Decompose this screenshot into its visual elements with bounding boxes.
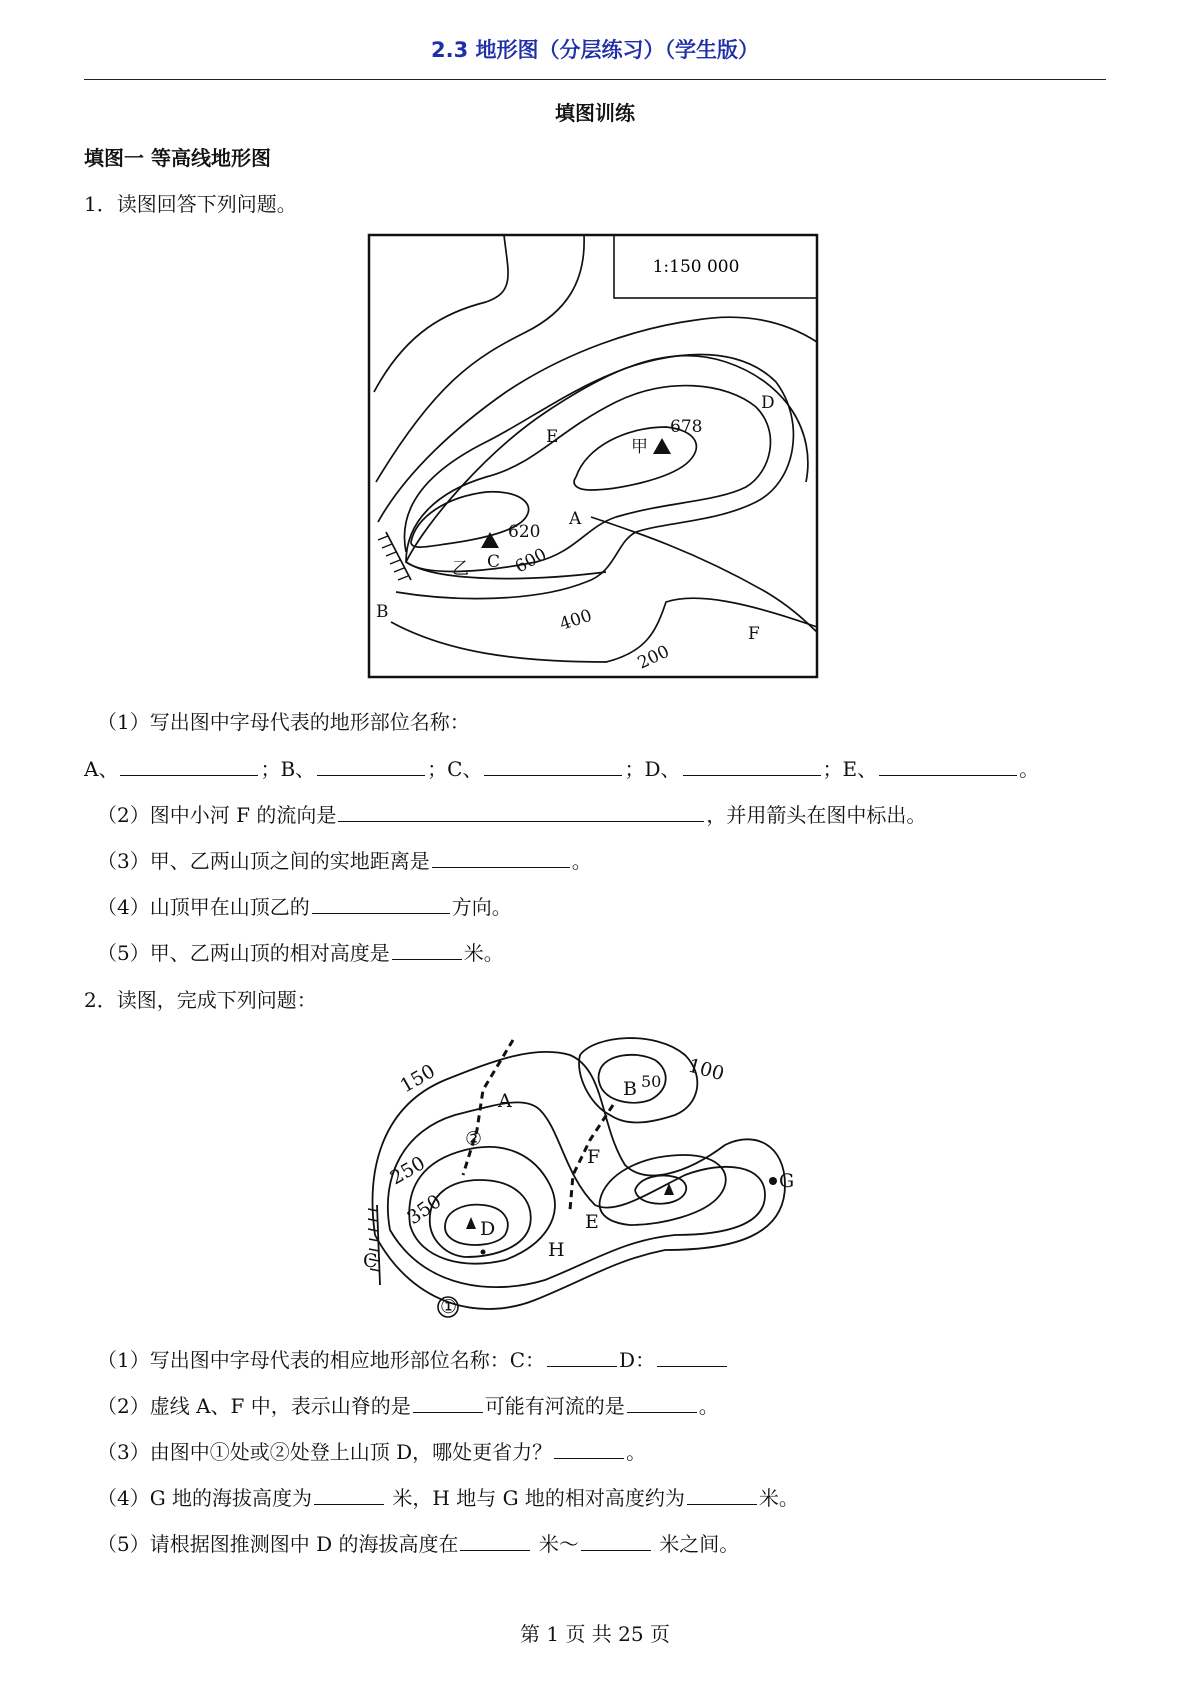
question-2-prompt: 2．读图，完成下列问题： xyxy=(84,988,317,1012)
point-g-marker xyxy=(769,1177,777,1185)
answer-blank-hg-height[interactable] xyxy=(687,1486,757,1505)
answer-blank-d-max[interactable] xyxy=(581,1532,651,1551)
q1-sub4 xyxy=(97,891,512,920)
answer-blank-easier-route[interactable] xyxy=(554,1440,624,1459)
answer-blank-relative-height[interactable] xyxy=(392,941,462,960)
elev-50: 50 xyxy=(641,1072,662,1091)
q2-sub4-suffix: 米。 xyxy=(758,1486,799,1510)
q1-sub1: （1）写出图中字母代表的地形部位名称： xyxy=(97,710,470,734)
q2-sub2-text: （2）虚线 A、F 中，表示山脊的是 xyxy=(97,1394,411,1418)
elev-200: 200 xyxy=(634,641,673,674)
label-e: E xyxy=(546,427,559,447)
q1-sub1-end: 。 xyxy=(1019,757,1040,781)
elev-350: 350 xyxy=(403,1190,446,1230)
answer-blank-d[interactable] xyxy=(657,1348,727,1367)
elev-678: 678 xyxy=(670,417,703,437)
cliff-hatch xyxy=(378,536,408,580)
contour-line xyxy=(600,1155,726,1225)
answer-blank-d-min[interactable] xyxy=(460,1532,530,1551)
elev-150: 150 xyxy=(396,1060,439,1098)
label-b: B xyxy=(623,1078,637,1100)
answer-blank-distance[interactable] xyxy=(432,849,570,868)
peak-jia-icon xyxy=(653,438,671,454)
contour-line xyxy=(374,235,508,392)
q1-sub1-answers xyxy=(84,753,1039,782)
header-rule xyxy=(84,79,1106,80)
label-a: A xyxy=(498,1090,512,1112)
cliff-c xyxy=(377,1205,380,1285)
q1-sub4-text: （4）山顶甲在山顶乙的 xyxy=(97,895,310,919)
q2-sub4-text: （4）G 地的海拔高度为 xyxy=(97,1486,313,1510)
elev-100: 100 xyxy=(685,1054,727,1086)
q2-sub3-suffix: 。 xyxy=(626,1440,647,1464)
elev-620: 620 xyxy=(508,522,541,542)
q1-sub2 xyxy=(97,799,926,828)
contour-line xyxy=(635,1176,686,1204)
subsection-title: 填图一 等高线地形图 xyxy=(84,146,271,170)
contour-line xyxy=(378,317,817,522)
contour-map-2 xyxy=(365,1035,825,1325)
q1-sub1-a-label: A、 xyxy=(84,757,119,781)
question-1-prompt: 1．读图回答下列问题。 xyxy=(84,192,297,216)
q2-sub1 xyxy=(97,1344,729,1373)
answer-blank-g-elevation[interactable] xyxy=(314,1486,384,1505)
q2-sub4 xyxy=(97,1482,799,1511)
q1-sub1-d-label: ；D、 xyxy=(624,757,681,781)
label-c: C xyxy=(487,552,501,572)
answer-blank-direction[interactable] xyxy=(312,895,450,914)
answer-blank-river-flow[interactable] xyxy=(338,803,704,822)
q2-sub3 xyxy=(97,1436,646,1465)
label-f: F xyxy=(748,624,760,644)
label-p2: ② xyxy=(465,1128,483,1150)
q2-sub1-text: （1）写出图中字母代表的相应地形部位名称：C： xyxy=(97,1348,546,1372)
label-d: D xyxy=(480,1218,496,1240)
document-title: 2.3 地形图（分层练习）（学生版） xyxy=(430,38,759,62)
label-e: E xyxy=(585,1211,599,1233)
q2-sub5-mid: 米～ xyxy=(532,1532,579,1556)
answer-blank-c[interactable] xyxy=(484,757,622,776)
point-h-marker xyxy=(481,1250,486,1255)
q2-sub5-suffix: 米之间。 xyxy=(652,1532,740,1556)
q1-sub4-suffix: 方向。 xyxy=(451,895,512,919)
contour-map-1 xyxy=(366,232,820,680)
label-h: H xyxy=(548,1239,565,1261)
section-title: 填图训练 xyxy=(555,101,635,125)
q1-sub1-c-label: ；C、 xyxy=(427,757,483,781)
label-yi: 乙 xyxy=(452,559,469,579)
answer-blank-c[interactable] xyxy=(547,1348,617,1367)
elev-600: 600 xyxy=(511,544,551,578)
answer-blank-river[interactable] xyxy=(627,1394,697,1413)
answer-blank-e[interactable] xyxy=(879,757,1017,776)
peak-d-icon xyxy=(466,1217,476,1229)
answer-blank-d[interactable] xyxy=(683,757,821,776)
q1-sub5-suffix: 米。 xyxy=(463,941,504,965)
label-f: F xyxy=(587,1146,601,1168)
label-p1: ① xyxy=(440,1296,458,1318)
q1-sub2-suffix: ，并用箭头在图中标出。 xyxy=(706,803,927,827)
q2-sub2 xyxy=(97,1390,719,1419)
label-b: B xyxy=(376,602,389,622)
q2-sub2-suffix: 。 xyxy=(698,1394,719,1418)
q2-sub4-mid: 米，H 地与 G 地的相对高度约为 xyxy=(386,1486,685,1510)
contour-line xyxy=(406,356,808,579)
q1-sub1-b-label: ；B、 xyxy=(260,757,316,781)
q1-sub3 xyxy=(97,845,592,874)
answer-blank-a[interactable] xyxy=(120,757,258,776)
q2-sub5 xyxy=(97,1528,739,1557)
contour-line xyxy=(373,1052,785,1309)
q2-sub1-mid: D： xyxy=(619,1348,656,1372)
label-jia: 甲 xyxy=(631,437,648,457)
q2-sub2-mid: 可能有河流的是 xyxy=(484,1394,625,1418)
river-f xyxy=(591,517,817,632)
label-c: C xyxy=(363,1250,378,1272)
q1-sub5-text: （5）甲、乙两山顶的相对高度是 xyxy=(97,941,390,965)
elev-250: 250 xyxy=(386,1152,429,1190)
q1-sub3-text: （3）甲、乙两山顶之间的实地距离是 xyxy=(97,849,430,873)
q1-sub2-text: （2）图中小河 F 的流向是 xyxy=(97,803,337,827)
q2-sub3-text: （3）由图中①处或②处登上山顶 D，哪处更省力？ xyxy=(97,1440,553,1464)
answer-blank-ridge[interactable] xyxy=(413,1394,483,1413)
q1-sub5 xyxy=(97,937,504,966)
elev-400: 400 xyxy=(557,605,595,635)
map-scale: 1:150 000 xyxy=(652,257,740,277)
label-a: A xyxy=(569,509,582,529)
answer-blank-b[interactable] xyxy=(317,757,425,776)
label-d: D xyxy=(761,393,775,413)
q2-sub5-text: （5）请根据图推测图中 D 的海拔高度在 xyxy=(97,1532,459,1556)
contour-line xyxy=(445,1205,508,1245)
contour-line xyxy=(406,386,770,572)
cliff-b xyxy=(386,532,411,580)
contour-line xyxy=(579,1038,697,1122)
page-footer: 第 1 页 共 25 页 xyxy=(520,1622,670,1646)
label-g: G xyxy=(779,1170,795,1192)
q1-sub1-e-label: ；E、 xyxy=(822,757,878,781)
q1-sub3-suffix: 。 xyxy=(571,849,592,873)
